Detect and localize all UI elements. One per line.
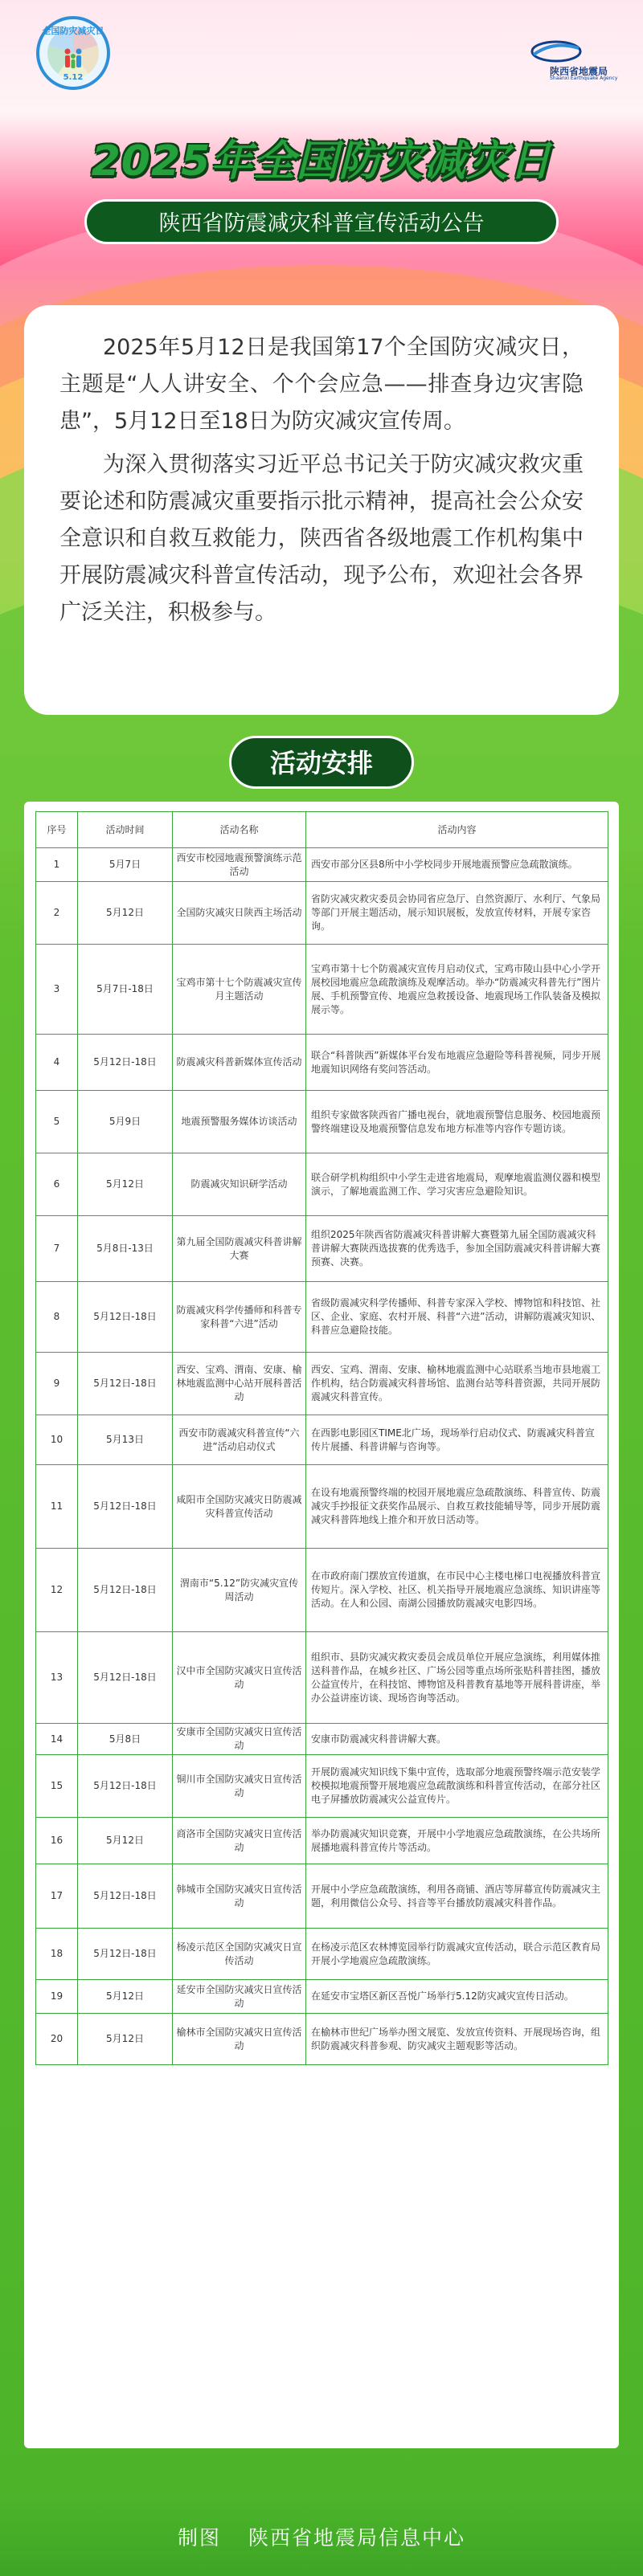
intro-paragraph-1: 2025年5月12日是我国第17个全国防灾减灾日，主题是“人人讲安全、个个会应急——排查身边灾害隐患”，5月12日至18日为防灾减灾宣传周。 [59,335,584,434]
row-name: 汉中市全国防灾减灾日宣传活动 [173,1632,306,1724]
footer [0,2522,643,2551]
row-no: 11 [36,1465,78,1549]
row-no: 2 [36,882,78,945]
row-content: 组织市、县防灾减灾救灾委员会成员单位开展应急演练，利用媒体推送科普作品，在城乡社区、广场公园等重点场所张贴科普挂图，播放公益宣传片，在科技馆、博物馆及科普教育基地等开展科普讲座，举办公益讲座访谈、现场咨询等活动。 [306,1632,608,1724]
row-time: 5月8日-13日 [78,1216,173,1282]
row-content: 西安市部分区县8所中小学校同步开展地震预警应急疏散演练。 [306,848,608,882]
header-no: 序号 [36,812,78,848]
table-row [36,1353,608,1415]
table-row [36,1549,608,1632]
row-content: 省级防震减灾科学传播师、科普专家深入学校、博物馆和科技馆、社区、企业、家庭、农村开展、科普“六进”活动，讲解防震减灾知识、科普应急避险技能。 [306,1282,608,1353]
table-row [36,1216,608,1282]
row-time: 5月12日-18日 [78,1549,173,1632]
row-no: 8 [36,1282,78,1353]
row-name: 咸阳市全国防灾减灾日防震减灾科普宣传活动 [173,1465,306,1549]
table-row [36,1091,608,1153]
row-content: 举办防震减灾知识竞赛，开展中小学地震应急疏散演练，在公共场所展播地震科普宣传片等活动。 [306,1818,608,1864]
table-row [36,1632,608,1724]
table-row [36,2014,608,2065]
row-no: 9 [36,1353,78,1415]
row-content: 安康市防震减灾科普讲解大赛。 [306,1724,608,1755]
page-subtitle: 陕西省防震减灾科普宣传活动公告 [84,199,559,244]
agency-subtext: Shaanxi Earthquake Agency [550,76,618,81]
row-content: 联合“科普陕西”新媒体平台发布地震应急避险等科普视频，同步开展地震知识网络有奖问答活动。 [306,1035,608,1091]
table-row [36,1980,608,2014]
row-time: 5月12日-18日 [78,1929,173,1980]
row-content: 宝鸡市第十七个防震减灾宣传月启动仪式，宝鸡市陵山县中心小学开展校园地震应急疏散演练及观摩活动。举办“防震减灾科普先行”图片展、手机预警宣传、地震应急救援设备、地震现场工作队装备及模拟展示等。 [306,945,608,1035]
row-no: 16 [36,1818,78,1864]
row-name: 杨凌示范区全国防灾减灾日宣传活动 [173,1929,306,1980]
row-time: 5月13日 [78,1415,173,1465]
row-time: 5月8日 [78,1724,173,1755]
table-row [36,1153,608,1216]
table-row [36,882,608,945]
footer-label: 制图 [178,2526,222,2549]
row-name: 西安市校园地震预警演练示范活动 [173,848,306,882]
row-name: 榆林市全国防灾减灾日宣传活动 [173,2014,306,2065]
row-no: 3 [36,945,78,1035]
row-name: 防震减灾科学传播师和科普专家科普“六进”活动 [173,1282,306,1353]
table-body [36,848,608,2065]
row-no: 13 [36,1632,78,1724]
row-name: 安康市全国防灾减灾日宣传活动 [173,1724,306,1755]
row-no: 17 [36,1864,78,1929]
row-no: 18 [36,1929,78,1980]
row-content: 在西影电影园区TIME北广场，现场举行启动仪式、防震减灾科普宣传片展播、科普讲解与咨询等。 [306,1415,608,1465]
row-content: 在榆林市世纪广场举办图文展览、发放宣传资料、开展现场咨询，组织防震减灾科普参观、防灾减灾主题观影等活动。 [306,2014,608,2065]
row-content: 组织2025年陕西省防震减灾科普讲解大赛暨第九届全国防震减灾科普讲解大赛陕西选拔赛的优秀选手，参加全国防震减灾科普讲解大赛预赛、决赛。 [306,1216,608,1282]
disaster-reduction-day-logo [36,16,110,90]
row-time: 5月12日-18日 [78,1282,173,1353]
row-time: 5月7日-18日 [78,945,173,1035]
row-content: 组织专家做客陕西省广播电视台，就地震预警信息服务、校园地震预警终端建设及地震预警信息发布地方标准等内容作专题访谈。 [306,1091,608,1153]
table-row [36,1415,608,1465]
row-name: 铜川市全国防灾减灾日宣传活动 [173,1755,306,1818]
row-name: 延安市全国防灾减灾日宣传活动 [173,1980,306,2014]
row-time: 5月9日 [78,1091,173,1153]
logo-bottom-text: 5.12 [63,73,84,82]
row-name: 西安市防震减灾科普宣传“六进”活动启动仪式 [173,1415,306,1465]
row-name: 宝鸡市第十七个防震减灾宣传月主题活动 [173,945,306,1035]
table-row [36,1755,608,1818]
table-row [36,1724,608,1755]
intro-card [24,305,619,715]
row-time: 5月12日-18日 [78,1864,173,1929]
section-title-activities: 活动安排 [229,736,414,789]
table-row [36,848,608,882]
row-no: 20 [36,2014,78,2065]
table-header-row [36,812,608,848]
page-title: 2025年全国防灾减灾日 [91,137,552,186]
row-time: 5月12日 [78,1153,173,1216]
row-content: 省防灾减灾救灾委员会协同省应急厅、自然资源厅、水利厅、气象局等部门开展主题活动，展示知识展板，发放宣传材料，开展专家咨询。 [306,882,608,945]
table-row [36,1035,608,1091]
row-no: 10 [36,1415,78,1465]
row-content: 在设有地震预警终端的校园开展地震应急疏散演练、科普宣传、防震减灾手抄报征文获奖作品展示、自救互救技能辅导等，同步开展防震减灾科普阵地线上推介和开放日活动等。 [306,1465,608,1549]
row-content: 在市政府南门摆放宣传道旗，在市民中心主楼电梯口电视播放科普宣传短片。深入学校、社区、机关指导开展地震应急演练、知识讲座等活动。在人和公园、南湖公园播放防震减灾电影四场。 [306,1549,608,1632]
table-row [36,1818,608,1864]
earthquake-agency-logo [518,39,624,81]
row-time: 5月7日 [78,848,173,882]
row-name: 地震预警服务媒体访谈活动 [173,1091,306,1153]
row-no: 1 [36,848,78,882]
row-name: 防震减灾科普新媒体宣传活动 [173,1035,306,1091]
intro-paragraph-2: 为深入贯彻落实习近平总书记关于防灾减灾救灾重要论述和防震减灾重要指示批示精神，提高社会公众安全意识和自救互救能力，陕西省各级地震工作机构集中开展防震减灾科普宣传活动，现予公布，欢迎社会各界广泛关注，积极参与。 [59,452,584,625]
row-no: 14 [36,1724,78,1755]
row-time: 5月12日-18日 [78,1465,173,1549]
row-content: 联合研学机构组织中小学生走进省地震局，观摩地震监测仪器和模型演示，了解地震监测工作、学习灾害应急避险知识。 [306,1153,608,1216]
footer-org: 陕西省地震局信息中心 [248,2526,465,2549]
family-figures-icon [62,47,84,71]
row-name: 全国防灾减灾日陕西主场活动 [173,882,306,945]
row-time: 5月12日-18日 [78,1632,173,1724]
activity-table-card [24,802,619,2448]
activity-table [35,811,608,2065]
header-content: 活动内容 [306,812,608,848]
row-no: 12 [36,1549,78,1632]
table-row [36,1465,608,1549]
row-content: 开展防震减灾知识线下集中宣传，选取部分地震预警终端示范安装学校模拟地震预警开展地震应急疏散演练和科普宣传活动，在部分社区电子屏播放防震减灾公益宣传片。 [306,1755,608,1818]
row-time: 5月12日 [78,1818,173,1864]
row-content: 在杨凌示范区农林博览园举行防震减灾宣传活动，联合示范区教育局开展小学地震应急疏散演练。 [306,1929,608,1980]
row-no: 4 [36,1035,78,1091]
earthquake-agency-swoosh-icon [526,39,582,63]
logo-top-text: 全国防灾减灾日 [42,26,104,36]
row-name: 第九届全国防震减灾科普讲解大赛 [173,1216,306,1282]
row-time: 5月12日 [78,1980,173,2014]
row-no: 15 [36,1755,78,1818]
row-no: 7 [36,1216,78,1282]
row-name: 商洛市全国防灾减灾日宣传活动 [173,1818,306,1864]
header-time: 活动时间 [78,812,173,848]
table-row [36,1929,608,1980]
table-row [36,1282,608,1353]
row-time: 5月12日-18日 [78,1035,173,1091]
agency-name: 陕西省地震局 [550,66,608,77]
row-name: 渭南市“5.12”防灾减灾宣传周活动 [173,1549,306,1632]
row-time: 5月12日-18日 [78,1353,173,1415]
row-no: 6 [36,1153,78,1216]
row-no: 19 [36,1980,78,2014]
row-time: 5月12日 [78,882,173,945]
row-time: 5月12日 [78,2014,173,2065]
row-no: 5 [36,1091,78,1153]
table-row [36,1864,608,1929]
row-content: 西安、宝鸡、渭南、安康、榆林地震监测中心站联系当地市县地震工作机构，结合防震减灾科普场馆、监测台站等科普资源，共同开展防震减灾科普宣传。 [306,1353,608,1415]
header-name: 活动名称 [173,812,306,848]
row-name: 西安、宝鸡、渭南、安康、榆林地震监测中心站开展科普活动 [173,1353,306,1415]
row-content: 开展中小学应急疏散演练，利用各商铺、酒店等屏幕宣传防震减灾主题，利用微信公众号、抖音等平台播放防震减灾科普作品。 [306,1864,608,1929]
row-name: 韩城市全国防灾减灾日宣传活动 [173,1864,306,1929]
row-content: 在延安市宝塔区新区吾悦广场举行5.12防灾减灾宣传日活动。 [306,1980,608,2014]
table-row [36,945,608,1035]
row-time: 5月12日-18日 [78,1755,173,1818]
row-name: 防震减灾知识研学活动 [173,1153,306,1216]
